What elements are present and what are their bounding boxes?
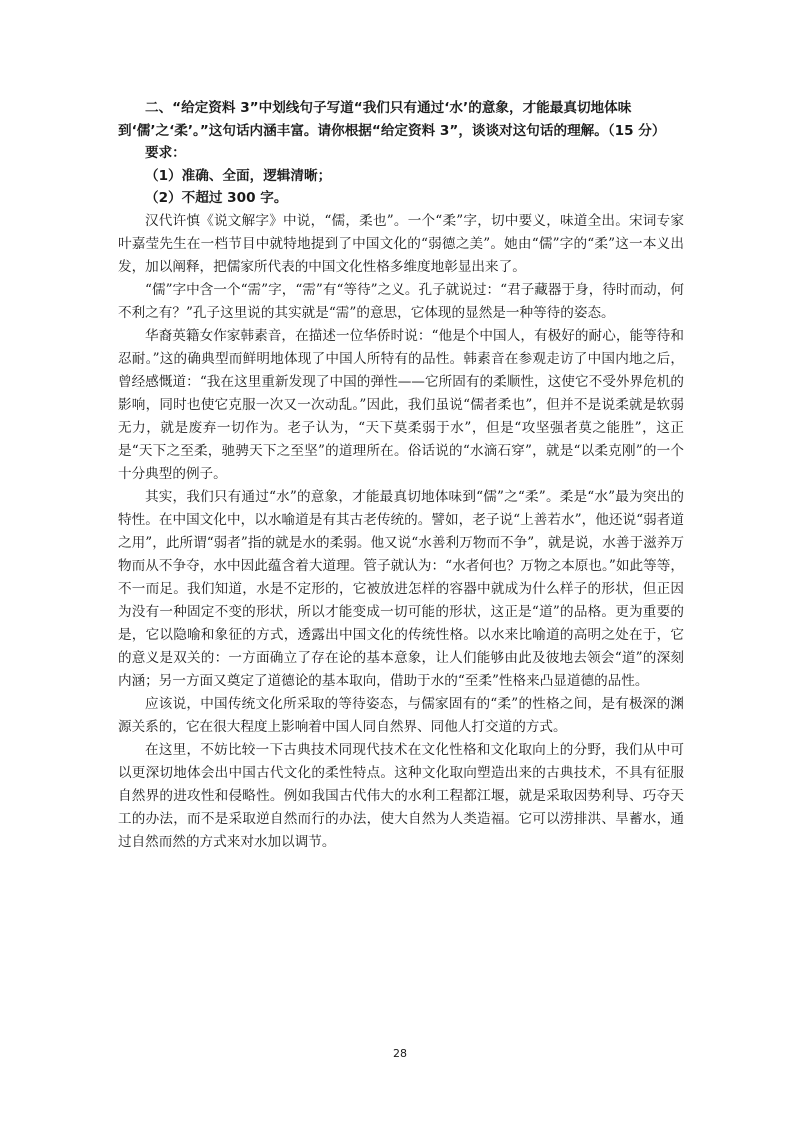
requirement-item: （1）准确、全面，逻辑清晰；: [145, 167, 332, 184]
material-paragraph: 华裔英籍女作家韩素音，在描述一位华侨时说：“他是个中国人，有极好的耐心，能等待和忍耐。”这的确典型而鲜明地体现了中国人所特有的品性。韩素音在参观走访了中国内地之后，曾经感慨道：“我在这里重新发现了中国的弹性——它所固有的柔顺性，这使它不受外界危机的影响，同时也使它克服一次又一次动乱。”因此，我们虽说“儒者柔也”，但并不是说柔就是软弱无力，就是废弃一切作为。老子认为，“天下莫柔弱于水”，但是“攻坚强者莫之能胜”，这正是“天下之至柔，驰骋天下之至坚”的道理所在。俗话说的“水滴石穿”，就是“以柔克刚”的一个十分典型的例子。: [118, 327, 684, 482]
page-number: 28: [393, 1047, 407, 1060]
material-paragraph: “儒”字中含一个“需”字，“需”有“等待”之义。孔子就说过：“君子藏器于身，待时而动，何不利之有？”孔子这里说的其实就是“需”的意思，它体现的显然是一种等待的姿态。: [118, 281, 684, 321]
material-paragraph: 汉代许慎《说文解字》中说，“儒，柔也”。一个“柔”字，切中要义，味道全出。宋词专家叶嘉莹先生在一档节目中就特地提到了中国文化的“弱德之美”。她由“儒”字的“柔”这一本义出发，加以阐释，把儒家所代表的中国文化性格多维度地彰显出来了。: [118, 212, 684, 275]
material-paragraph: 应该说，中国传统文化所采取的等待姿态，与儒家固有的“柔”的性格之间，是有极深的渊源关系的，它在很大程度上影响着中国人同自然界、同他人打交道的方式。: [118, 695, 684, 735]
requirements-label: 要求：: [145, 145, 186, 161]
question-title: 二、“给定资料 3”中划线句子写道“我们只有通过‘水’的意象，才能最真切地体味到‘儒’之‘柔’。”这句话内涵丰富。请你根据“给定资料 3”，谈谈对这句话的理解。（15 分）: [118, 100, 666, 139]
requirement-item: （2）不超过 300 字。: [145, 190, 288, 206]
document-body: [118, 97, 684, 854]
material-paragraph: 在这里，不妨比较一下古典技术同现代技术在文化性格和文化取向上的分野，我们从中可以更深切地体会出中国古代文化的柔性特点。这种文化取向塑造出来的古典技术，不具有征服自然界的进攻性和侵略性。例如我国古代伟大的水利工程都江堰，就是采取因势利导、巧夺天工的办法，而不是采取逆自然而行的办法，使大自然为人类造福。它可以涝排洪、旱蓄水，通过自然而然的方式来对水加以调节。: [118, 741, 684, 850]
material-paragraph: 其实，我们只有通过“水”的意象，才能最真切地体味到“儒”之“柔”。柔是“水”最为突出的特性。在中国文化中，以水喻道是有其古老传统的。譬如，老子说“上善若水”，他还说“弱者道之用”，此所谓“弱者”指的就是水的柔弱。他又说“水善利万物而不争”，就是说，水善于滋养万物而从不争夺，水中因此蕴含着大道理。管子就认为：“水者何也？万物之本原也。”如此等等，不一而足。我们知道，水是不定形的，它被放进怎样的容器中就成为什么样子的形状，但正因为没有一种固定不变的形状，所以才能变成一切可能的形状，这正是“道”的品格。更为重要的是，它以隐喻和象征的方式，透露出中国文化的传统性格。以水来比喻道的高明之处在于，它的意义是双关的：一方面确立了存在论的基本意象，让人们能够由此及彼地去领会“道”的深刻内涵；另一方面又奠定了道德论的基本取向，借助于水的“至柔”性格来凸显道德的品性。: [118, 488, 684, 689]
